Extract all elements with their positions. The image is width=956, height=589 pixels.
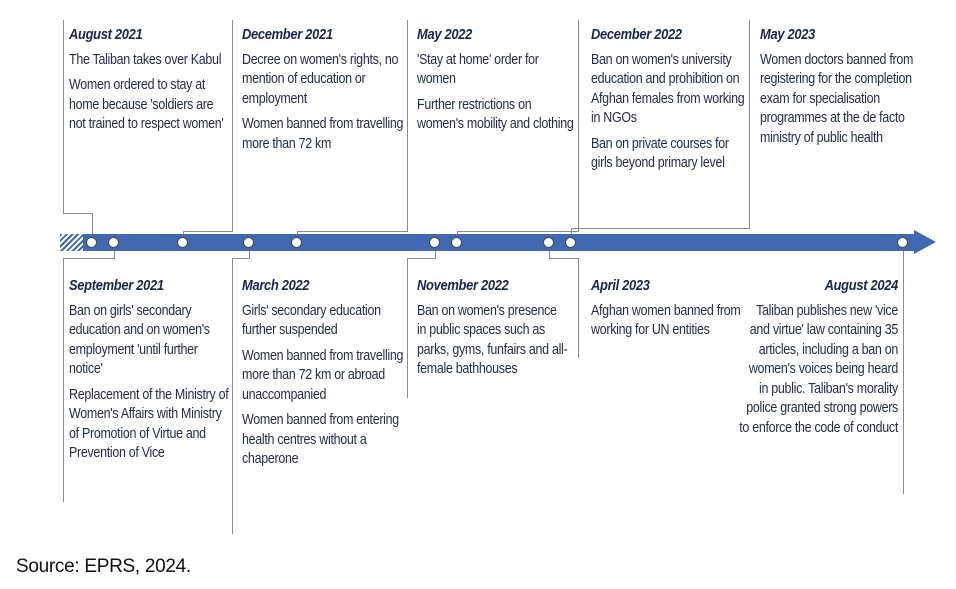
connector-line [578, 258, 579, 358]
event-text: Ban on women's presence in public spaces such as parks, gyms, funfairs and all-female bathhouses [417, 302, 568, 377]
event-text: Women banned from travelling more than 72 km [242, 116, 404, 152]
event-may-2022 [417, 25, 580, 141]
timeline-dot-mar-2022 [243, 237, 254, 248]
event-text: Decree on women's rights, no mention of education or employment [242, 51, 399, 107]
timeline-dot-may-2022 [291, 237, 302, 248]
event-date: April 2023 [591, 277, 650, 294]
event-apr-2023 [591, 276, 742, 347]
connector-line [297, 231, 408, 232]
event-text: Ban on private courses for girls beyond primary level [591, 135, 729, 171]
event-date: August 2021 [69, 26, 143, 43]
connector-line [407, 258, 436, 259]
connector-line [457, 231, 579, 232]
timeline-bar [83, 234, 918, 251]
connector-line [407, 20, 408, 232]
event-text: Women banned from entering health centres without a chaperone [242, 412, 399, 467]
timeline-dot-aug-2021 [86, 237, 97, 248]
event-text: Taliban publishes new 'vice and virtue' law containing 35 articles, including a ban on women's voices being heard in public. Taliban's morality police granted strong powers to enforce the code of conduct [739, 302, 898, 436]
event-text: The Taliban takes over Kabul [69, 51, 222, 68]
event-date: September 2021 [69, 277, 164, 294]
event-date: March 2022 [242, 277, 310, 294]
event-text: Replacement of the Ministry of Women's Affairs with Ministry of Promotion of Virtue and Prevention of Vice [69, 386, 229, 461]
event-date: December 2021 [242, 26, 333, 43]
event-aug-2024 [738, 276, 898, 444]
connector-line [63, 258, 64, 502]
event-date: May 2022 [417, 26, 472, 43]
event-aug-2021 [69, 25, 232, 141]
timeline-dot-dec-2022 [451, 237, 462, 248]
timeline-dot-nov-2022 [429, 237, 440, 248]
event-date: August 2024 [824, 277, 898, 294]
connector-line [903, 246, 904, 494]
event-text: 'Stay at home' order for women [417, 51, 539, 87]
event-text: Women ordered to stay at home because 'soldiers are not trained to respect women' [69, 77, 224, 132]
connector-line [63, 258, 115, 259]
timeline-dot-apr-2023 [543, 237, 554, 248]
connector-line [571, 228, 750, 229]
timeline-dot-may-2023 [565, 237, 576, 248]
event-date: December 2022 [591, 26, 682, 43]
event-date: May 2023 [760, 26, 815, 43]
event-dec-2022 [591, 25, 746, 180]
event-may-2023 [760, 25, 915, 154]
event-mar-2022 [242, 276, 405, 476]
event-text: Further restrictions on women's mobility and clothing [417, 96, 574, 132]
event-text: Ban on girls' secondary education and on women's employment 'until further notice' [69, 302, 210, 377]
connector-line [63, 20, 64, 214]
source-caption: Source: EPRS, 2024. [16, 556, 191, 577]
event-text: Girls' secondary education further suspended [242, 302, 381, 338]
connector-line [549, 258, 579, 259]
event-dec-2021 [242, 25, 405, 160]
connector-line [63, 213, 93, 214]
connector-line [232, 258, 250, 259]
event-text: Women doctors banned from registering for the completion exam for specialisation programmes at the de facto ministry of public health [760, 51, 914, 146]
event-text: Women banned from travelling more than 72 km or abroad unaccompanied [242, 347, 404, 403]
connector-line [183, 231, 233, 232]
connector-line [407, 258, 408, 398]
timeline-arrow-icon [914, 230, 936, 254]
event-text: Afghan women banned from working for UN entities [591, 302, 741, 338]
event-date: November 2022 [417, 277, 509, 294]
timeline-dot-sep-2021 [108, 237, 119, 248]
connector-line [749, 20, 750, 229]
timeline-dot-dec-2021 [177, 237, 188, 248]
event-text: Ban on women's university education and prohibition on Afghan females from working in NGOs [591, 51, 745, 126]
event-nov-2022 [417, 276, 568, 386]
event-sep-2021 [69, 276, 232, 470]
timeline-dot-aug-2024 [897, 237, 908, 248]
